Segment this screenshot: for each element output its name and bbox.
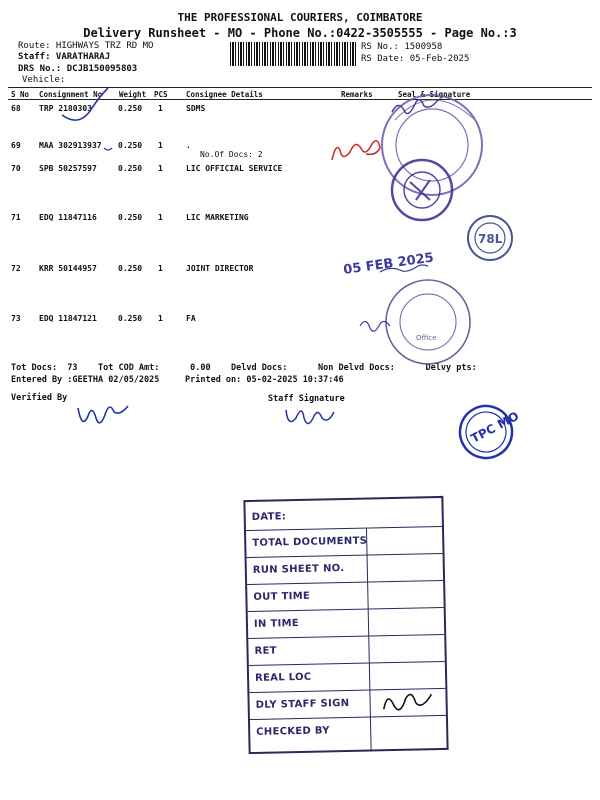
row-sno: 72 — [11, 264, 21, 273]
row-weight: 0.250 — [118, 213, 143, 222]
row-consignment: EDQ 11847121 — [39, 314, 97, 323]
col-consignment: Consignment No — [39, 90, 103, 99]
drs-no: DRS No.: DCJB150095803 — [18, 64, 138, 74]
row-details: LIC MARKETING — [186, 213, 249, 222]
col-remarks: Remarks — [341, 90, 373, 99]
status-total-docs-label: TOTAL DOCUMENTS — [252, 535, 368, 549]
col-sno: S No — [11, 90, 30, 99]
staff-signature — [286, 410, 334, 424]
lic-seal-stamp — [392, 160, 452, 220]
status-real-loc-label: REAL LOC — [254, 671, 312, 684]
row-weight: 0.250 — [118, 164, 143, 173]
status-dly-staff-label: DLY STAFF SIGN — [255, 697, 350, 711]
row-weight: 0.250 — [118, 141, 143, 150]
barcode — [230, 42, 356, 66]
row-details: FA — [186, 314, 196, 323]
tpc-mo-stamp — [451, 392, 530, 467]
box-signature — [373, 686, 444, 717]
staff: Staff: VARATHARAJ — [18, 52, 111, 62]
col-seal: Seal & Signature — [398, 90, 471, 99]
row-sno: 71 — [11, 213, 21, 222]
row-consignment: MAA 302913937 — [39, 141, 102, 150]
tpc-mo-text: TPC MO — [468, 408, 522, 446]
date-stamp: 05 FEB 2025 — [342, 250, 435, 278]
office-stamp-text: Office — [416, 334, 437, 342]
status-stamp-box — [243, 496, 448, 754]
row-pcs: 1 — [158, 264, 163, 273]
row-consignment: TRP 2180303 — [39, 104, 92, 113]
remark-signature — [332, 141, 380, 160]
row-details: JOINT DIRECTOR — [186, 264, 254, 273]
row-pcs: 1 — [158, 213, 163, 222]
row-details: LIC OFFICIAL SERVICE — [186, 164, 283, 173]
row-consignment: KRR 50144957 — [39, 264, 97, 273]
row-sno: 68 — [11, 104, 21, 113]
row-pcs: 1 — [158, 141, 163, 150]
status-checked-by-label: CHECKED BY — [256, 725, 330, 738]
runsheet-title: Delivery Runsheet - MO - Phone No.:0422-3505555 - Page No.:3 — [83, 26, 517, 40]
verified-by-label: Verified By — [11, 393, 68, 403]
status-ret-label: RET — [254, 645, 277, 657]
row-pcs: 1 — [158, 314, 163, 323]
route: Route: HIGHWAYS TRZ RD MO — [18, 41, 154, 51]
vehicle: Vehicle: — [22, 75, 66, 85]
row-consignment: SPB 50257597 — [39, 164, 97, 173]
verified-signature — [78, 406, 128, 423]
stamp-78l — [468, 216, 512, 260]
rs-no: RS No.: 1500958 — [361, 42, 443, 52]
row-details: . — [186, 141, 191, 150]
status-runsheet-label: RUN SHEET NO. — [252, 563, 345, 576]
status-in-time-label: IN TIME — [253, 617, 300, 630]
col-consignee: Consignee Details — [186, 90, 263, 99]
col-pcs: PCS — [154, 90, 168, 99]
status-date-label: DATE: — [251, 511, 287, 523]
row-details: SDMS — [186, 104, 206, 113]
row-consignment: EDQ 11847116 — [39, 213, 97, 222]
row-sno: 70 — [11, 164, 21, 173]
office-seal-stamp — [382, 95, 482, 195]
row-pcs: 1 — [158, 104, 163, 113]
row-sno: 73 — [11, 314, 21, 323]
row-weight: 0.250 — [118, 264, 143, 273]
govt-office-stamp — [386, 280, 470, 364]
row-sno: 69 — [11, 141, 21, 150]
row-doc-count: No.Of Docs: 2 — [200, 150, 263, 159]
stamp-78l-text: 78L — [478, 232, 503, 246]
row-pcs: 1 — [158, 164, 163, 173]
entered-by-line: Entered By :GEETHA 02/05/2025 Printed on: 05-02-2025 10:37:46 — [11, 375, 344, 385]
staff-signature-label: Staff Signature — [268, 394, 345, 404]
row-weight: 0.250 — [118, 104, 143, 113]
rs-date: RS Date: 05-Feb-2025 — [361, 54, 470, 64]
row-weight: 0.250 — [118, 314, 143, 323]
totals-line: Tot Docs: 73 Tot COD Amt: 0.00 Delvd Docs: Non Delvd Docs: Delvy pts: — [11, 363, 477, 373]
company-title: THE PROFESSIONAL COURIERS, COIMBATORE — [177, 11, 423, 24]
status-out-time-label: OUT TIME — [253, 590, 311, 603]
col-weight: Weight — [119, 90, 147, 99]
